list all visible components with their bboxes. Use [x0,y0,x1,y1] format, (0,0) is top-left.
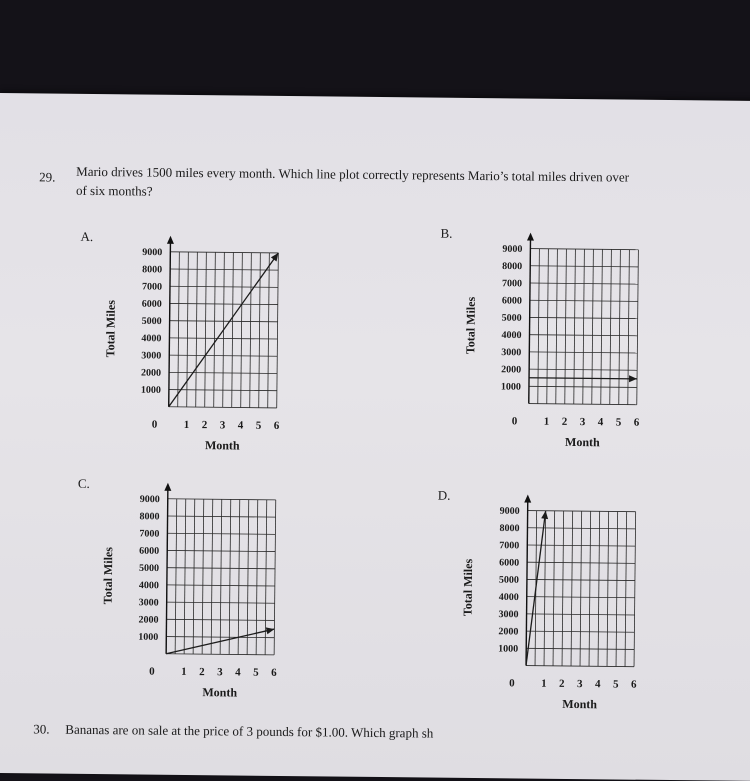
y-tick-label: 3000 [138,597,159,609]
worksheet-page [0,93,750,781]
y-axis-arrow [164,483,171,491]
data-line-arrow [266,627,275,634]
choice-letter: D. [437,487,451,503]
x-tick-label: 6 [633,416,640,429]
choice-letter: C. [77,475,90,491]
y-tick-label: 3000 [141,350,162,362]
y-tick-label: 8000 [139,511,160,523]
answer-choice-d [413,487,716,735]
x-axis-title: Month [564,434,600,450]
x-tick-label: 4 [235,666,241,679]
y-tick-label: 6000 [499,557,520,569]
x-tick-label: 5 [613,678,619,691]
x-tick-label: 0 [511,415,518,428]
line-plot [56,229,359,477]
y-tick-label: 1000 [498,643,519,655]
question-number: 30. [33,721,50,737]
x-tick-label: 4 [237,419,244,432]
y-tick-label: 7000 [141,281,163,293]
y-axis-arrow [527,233,534,241]
data-line [529,378,637,379]
x-tick-label: 5 [615,416,622,429]
x-tick-label: 5 [255,419,262,432]
x-tick-label: 6 [271,666,277,679]
x-tick-label: 2 [201,419,208,432]
x-axis-title: Month [202,685,238,700]
y-axis-title: Total Miles [463,296,478,355]
y-tick-label: 5000 [141,315,162,328]
plot-grid [529,249,639,405]
y-tick-label: 5000 [498,574,519,586]
x-tick-label: 0 [149,665,155,678]
y-axis [169,238,171,407]
x-tick-label: 3 [219,419,226,432]
x-tick-label: 3 [577,678,583,691]
y-tick-label: 4000 [501,329,522,342]
y-tick-label: 6000 [501,295,522,307]
y-axis [166,485,168,654]
x-tick-label: 2 [561,415,568,428]
x-tick-label: 1 [541,677,547,690]
plot-grid [166,499,276,655]
choice-letter: B. [440,225,453,241]
x-tick-label: 1 [181,665,187,678]
question-text: Bananas are on sale at the price of 3 pounds for $1.00. Which graph sh [65,721,434,741]
answer-choice-c [53,476,356,724]
x-tick-label: 1 [543,415,550,428]
y-tick-label: 6000 [141,298,162,310]
y-tick-label: 1000 [500,381,522,393]
question-29 [29,163,749,199]
line-plot [53,476,356,724]
x-tick-label: 6 [631,678,637,691]
x-tick-label: 1 [183,418,190,431]
line-plot [416,225,719,473]
y-tick-label: 2000 [138,614,159,626]
y-tick-label: 1000 [138,631,159,643]
y-tick-label: 8000 [142,264,163,276]
question-text-line2: of six months? [75,182,153,199]
y-tick-label: 7000 [139,528,160,540]
y-tick-label: 5000 [138,562,160,575]
y-axis-arrow [524,495,531,503]
y-axis-title: Total Miles [460,558,476,617]
y-tick-label: 2000 [498,626,519,638]
y-tick-label: 4000 [141,333,162,345]
x-tick-label: 4 [597,416,604,429]
y-axis [526,497,528,666]
question-number: 29. [39,169,56,185]
question-text-line1: Mario drives 1500 miles every month. Which line plot correctly represents Mario’s total miles driven over [76,163,630,185]
y-tick-label: 8000 [499,522,520,535]
y-tick-label: 1000 [140,384,161,396]
x-tick-label: 3 [579,416,586,429]
x-tick-label: 4 [595,678,601,691]
x-tick-label: 5 [253,666,259,679]
answer-choice-a [56,229,359,477]
y-tick-label: 3000 [501,347,522,359]
y-tick-label: 2000 [141,367,162,379]
x-tick-label: 2 [559,677,565,690]
x-tick-label: 2 [199,666,205,679]
data-line-arrow [541,511,548,519]
y-tick-label: 9000 [502,243,523,255]
y-tick-label: 6000 [139,545,160,557]
y-tick-label: 5000 [501,312,522,324]
x-tick-label: 0 [151,418,158,431]
y-tick-label: 4000 [498,591,519,604]
y-tick-label: 4000 [138,580,159,592]
y-tick-label: 9000 [139,493,160,506]
x-axis-title: Month [204,438,240,453]
y-tick-label: 2000 [501,364,522,376]
y-tick-label: 7000 [501,278,523,290]
data-line-arrow [629,375,637,382]
y-tick-label: 7000 [499,540,520,552]
y-axis-title: Total Miles [100,546,116,605]
y-axis-title: Total Miles [103,299,118,358]
data-line [526,511,546,666]
y-tick-label: 8000 [502,260,523,273]
y-tick-label: 9000 [142,246,163,259]
x-tick-label: 0 [509,677,515,690]
y-axis-arrow [167,236,174,244]
x-axis-title: Month [562,696,598,712]
line-plot [413,487,716,735]
choice-letter: A. [80,228,94,244]
x-tick-label: 6 [273,419,280,432]
data-line-arrow [271,253,279,262]
y-tick-label: 9000 [499,505,520,517]
answer-choice-b [416,225,719,473]
y-tick-label: 3000 [498,609,519,621]
data-line [169,252,279,408]
x-tick-label: 3 [217,666,223,679]
